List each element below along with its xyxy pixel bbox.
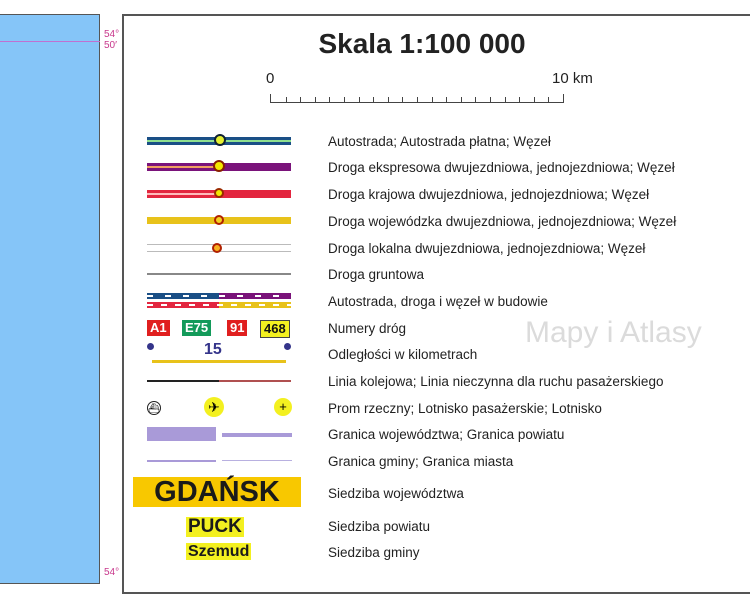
watermark: Mapy i Atlasy — [525, 316, 702, 349]
latitude-line — [0, 41, 100, 42]
road-number-badge: 468 — [260, 320, 290, 338]
scale-tick — [359, 97, 360, 102]
map-panel — [0, 14, 100, 584]
inactive-railway-symbol — [219, 380, 291, 382]
legend-label: Droga wojewódzka dwujezdniowa, jednojezdniowa; Węzeł — [328, 214, 677, 229]
distance-line — [152, 360, 286, 363]
legend-label: Siedziba województwa — [328, 486, 464, 501]
county-seat-label: PUCK — [188, 516, 242, 537]
scale-tick — [432, 97, 433, 102]
commune-border-symbol — [147, 460, 216, 462]
scale-tick — [519, 97, 520, 102]
ferry-icon: ⛴ — [148, 403, 160, 413]
distance-marker — [284, 343, 291, 350]
scale-tick — [388, 97, 389, 102]
scale-start: 0 — [266, 70, 275, 87]
county-border-symbol — [222, 433, 292, 437]
scale-tick — [475, 97, 476, 102]
legend-label: Numery dróg — [328, 321, 407, 336]
legend-label: Prom rzeczny; Lotnisko pasażerskie; Lotnisko — [328, 401, 602, 416]
voivodeship-seat-label: GDAŃSK — [133, 477, 301, 507]
legend-label: Odległości w kilometrach — [328, 347, 478, 362]
scale-tick — [534, 97, 535, 102]
legend-label: Granica województwa; Granica powiatu — [328, 427, 565, 442]
railway-symbol — [147, 380, 219, 382]
scale-tick — [402, 97, 403, 102]
expressway-symbol — [147, 163, 291, 171]
scale-tick — [373, 97, 374, 102]
scale-bar — [270, 94, 564, 103]
legend-label: Siedziba powiatu — [328, 519, 431, 534]
scale-tick — [490, 97, 491, 102]
airport-icon: ✈ — [204, 397, 224, 417]
construction-symbol — [147, 302, 291, 308]
scale-tick — [548, 97, 549, 102]
voivodeship-road-symbol — [147, 217, 291, 224]
road-number-badge: E75 — [182, 320, 211, 336]
legend-label: Autostrada, droga i węzeł w budowie — [328, 294, 548, 309]
scale-tick — [286, 97, 287, 102]
national-road-symbol — [147, 190, 291, 198]
legend-label: Autostrada; Autostrada płatna; Węzeł — [328, 134, 551, 149]
legend-label: Siedziba gminy — [328, 545, 420, 560]
coord-label: 54° — [104, 29, 120, 40]
scale-title: Skala 1:100 000 — [318, 28, 526, 59]
city-border-symbol — [222, 460, 292, 461]
commune-seat-label: Szemud — [188, 543, 250, 560]
distance-value: 15 — [204, 341, 222, 358]
road-number-badge: 91 — [227, 320, 247, 336]
scale-tick — [446, 97, 447, 102]
motorway-symbol — [147, 137, 291, 145]
distance-marker — [147, 343, 154, 350]
dirt-road-symbol — [147, 273, 291, 275]
construction-symbol — [147, 293, 291, 299]
coord-label: 50′ — [104, 40, 117, 51]
scale-tick — [300, 97, 301, 102]
airfield-icon: + — [274, 398, 292, 416]
road-number-badge: A1 — [147, 320, 170, 336]
voivodeship-border-symbol — [147, 427, 216, 441]
scale-tick — [329, 97, 330, 102]
scale-tick — [417, 97, 418, 102]
local-road-symbol — [147, 244, 291, 252]
scale-tick — [315, 97, 316, 102]
legend-label: Linia kolejowa; Linia nieczynna dla ruchu pasażerskiego — [328, 374, 664, 389]
coord-label: 54° — [104, 567, 120, 578]
scale-tick — [461, 97, 462, 102]
legend-label: Droga krajowa dwujezdniowa, jednojezdniowa; Węzeł — [328, 187, 650, 202]
legend-label: Droga ekspresowa dwujezdniowa, jednojezdniowa; Węzeł — [328, 160, 675, 175]
legend-label: Granica gminy; Granica miasta — [328, 454, 514, 469]
scale-tick — [344, 97, 345, 102]
legend-label: Droga lokalna dwujezdniowa, jednojezdniowa; Węzeł — [328, 241, 646, 256]
scale-end: 10 km — [552, 70, 593, 87]
legend-label: Droga gruntowa — [328, 267, 425, 282]
scale-tick — [505, 97, 506, 102]
